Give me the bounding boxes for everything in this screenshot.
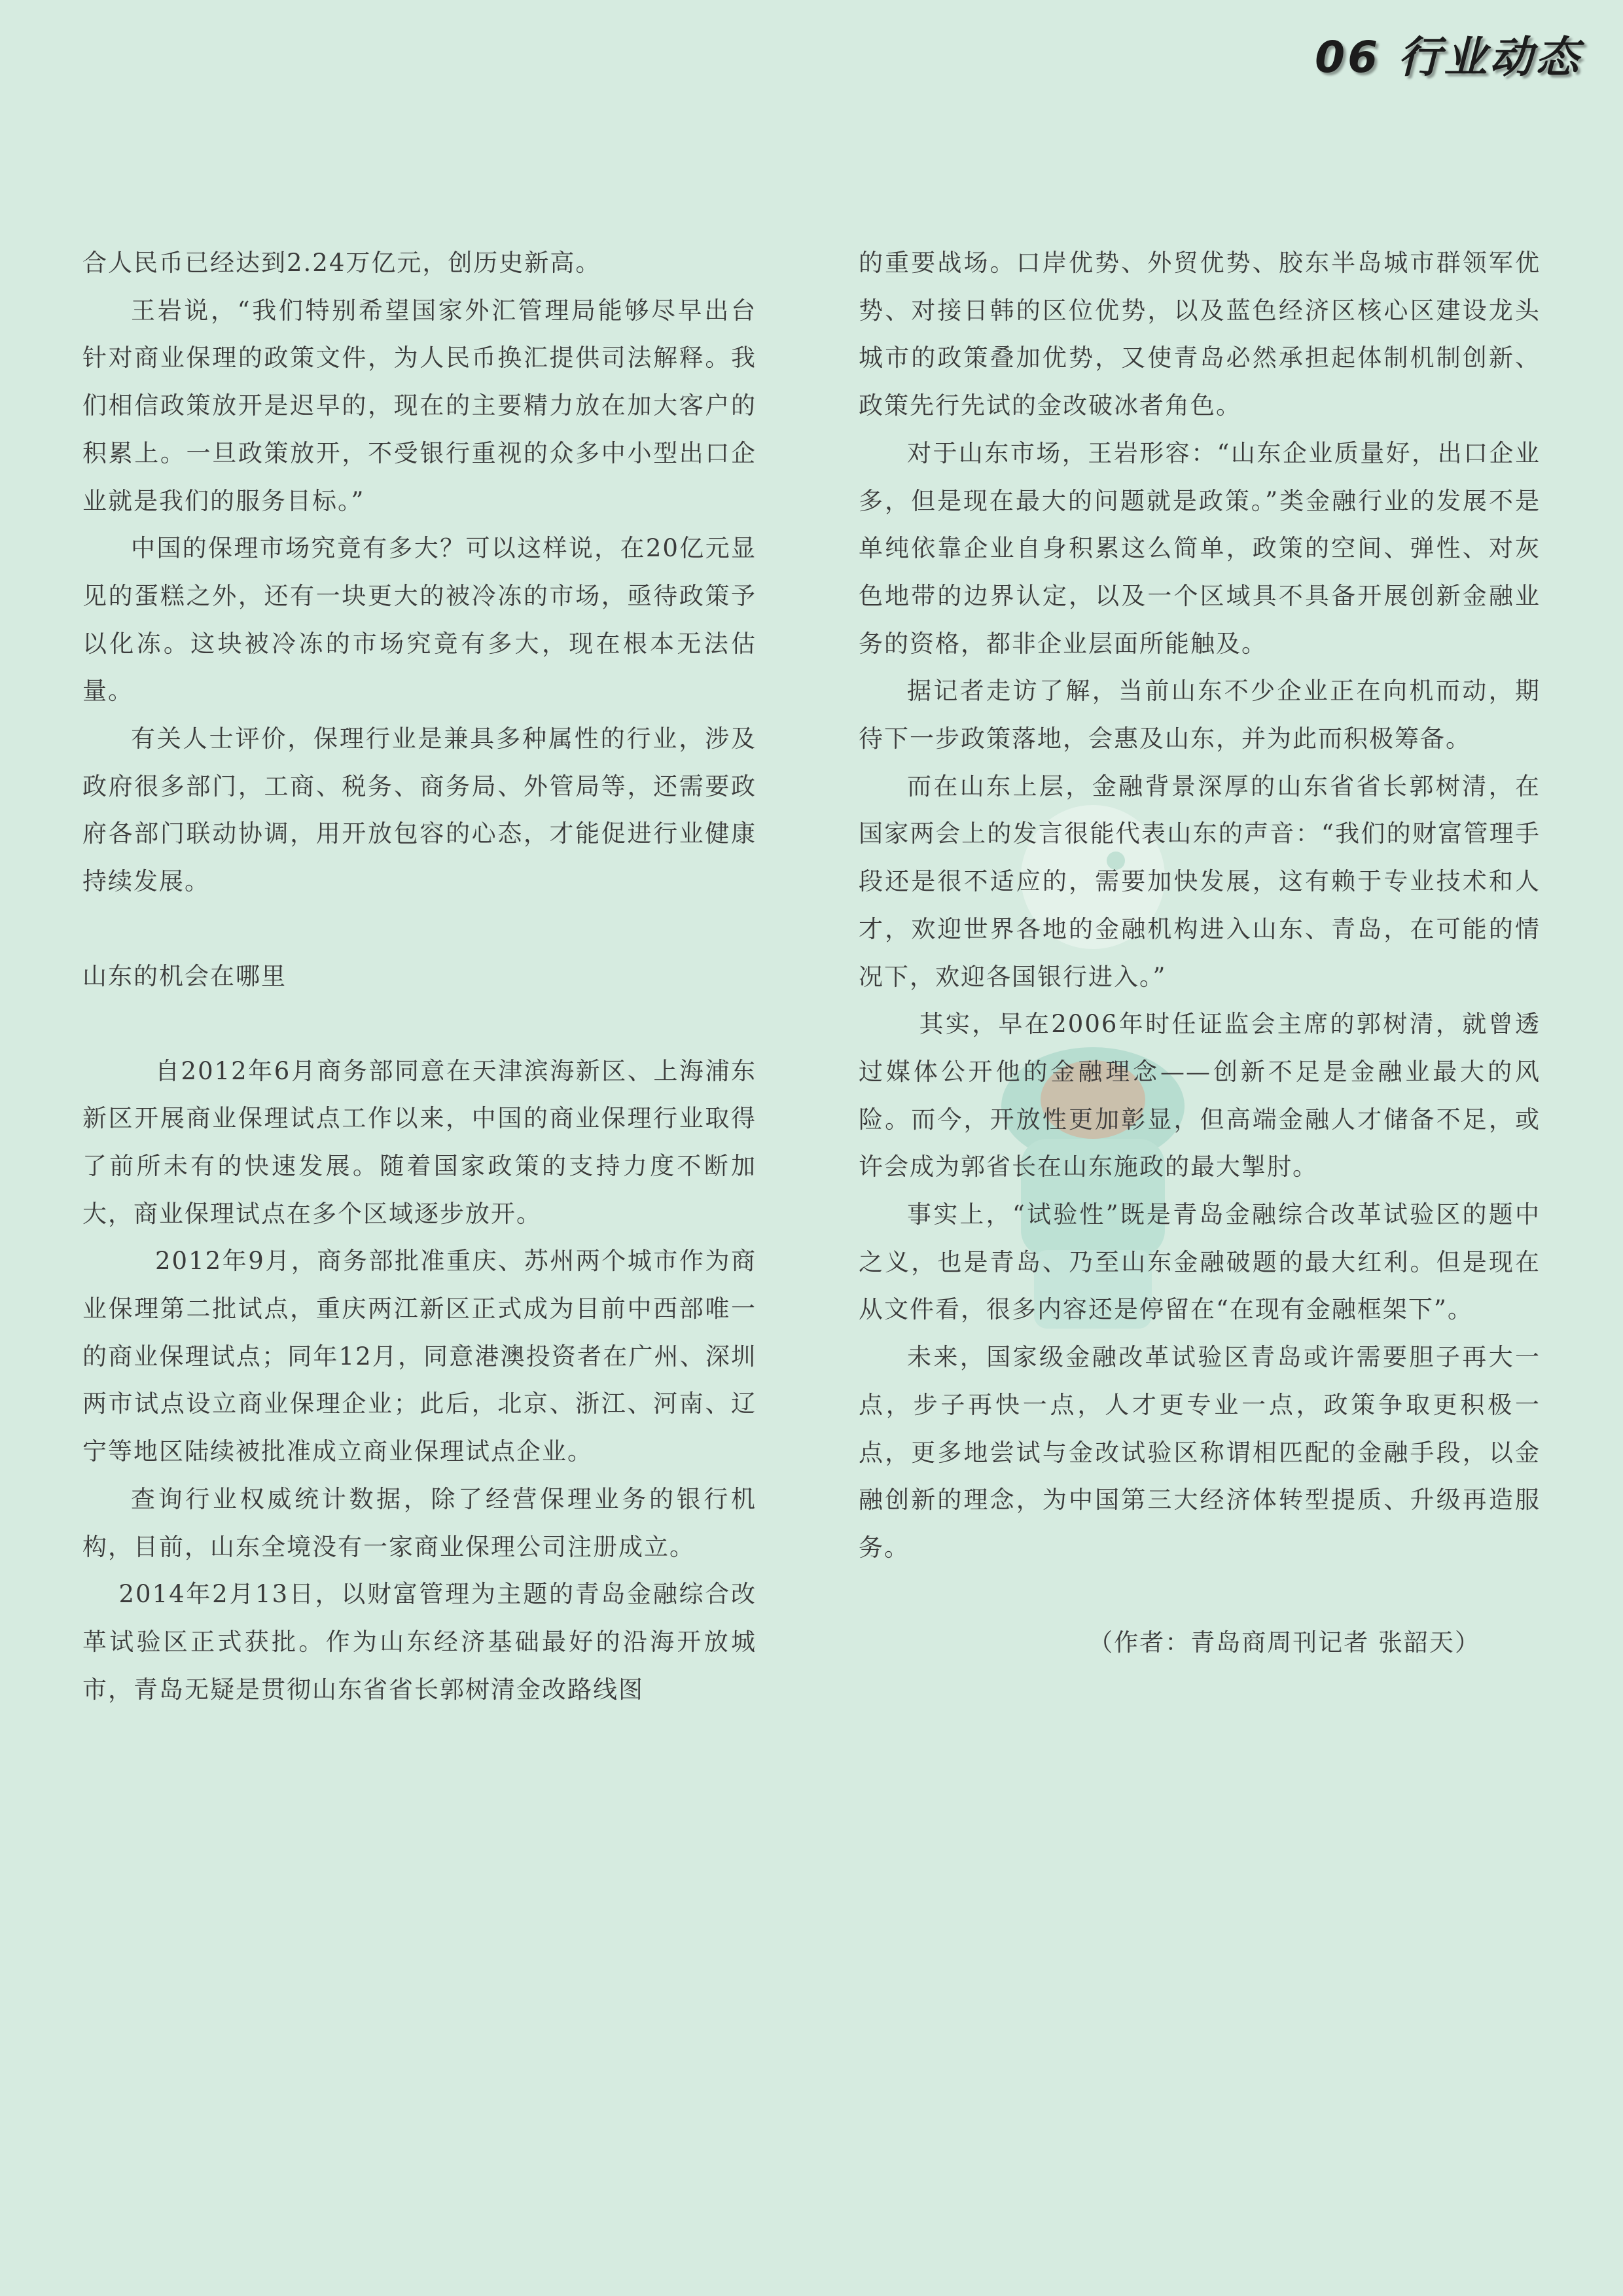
paragraph: 有关人士评价，保理行业是兼具多种属性的行业，涉及政府很多部门，工商、税务、商务局、外管局等，还需要政府各部门联动协调，用开放包容的心态，才能促进行业健康持续发展。 [82,725,757,896]
paragraph: 而在山东上层，金融背景深厚的山东省省长郭树清，在国家两会上的发言很能代表山东的声音：“我们的财富管理手段还是很不适应的，需要加快发展，这有赖于专业技术和人才，欢迎世界各地的金融机构进入山东、青岛，在可能的情况下，欢迎各国银行进入。” [859,772,1541,991]
continuation-text: 合人民币已经达到2.24万亿元，创历史新高。 [82,249,601,277]
paragraph: 事实上，“试验性”既是青岛金融综合改革试验区的题中之义，也是青岛、乃至山东金融破题的最大红利。但是现在从文件看，很多内容还是停留在“在现有金融框架下”。 [859,1200,1541,1324]
paragraph: 自2012年6月商务部同意在天津滨海新区、上海浦东新区开展商业保理试点工作以来，中国的商业保理行业取得了前所未有的快速发展。随着国家政策的支持力度不断加大，商业保理试点在多个区域逐步放开。 [82,1056,757,1228]
paragraph: 查询行业权威统计数据，除了经营保理业务的银行机构，目前，山东全境没有一家商业保理公司注册成立。 [82,1484,757,1561]
paragraph: 对于山东市场，王岩形容：“山东企业质量好，出口企业多，但是现在最大的问题就是政策。”类金融行业的发展不是单纯依靠企业自身积累这么简单，政策的空间、弹性、对灰色地带的边界认定，以及一个区域具不具备开展创新金融业务的资格，都非企业层面所能触及。 [859,439,1541,658]
author-byline: （作者：青岛商周刊记者 张韶天） [1088,1628,1480,1657]
paragraph: 其实，早在2006年时任证监会主席的郭树清，就曾透过媒体公开他的金融理念——创新不足是金融业最大的风险。而今，开放性更加彰显，但高端金融人才储备不足，或许会成为郭省长在山东施政的最大掣肘。 [859,1010,1541,1181]
article-right-column [859,240,1541,1666]
article-left-column [82,240,757,1713]
paragraph: 2014年2月13日，以财富管理为主题的青岛金融综合改革试验区正式获批。作为山东经济基础最好的沿海开放城市，青岛无疑是贯彻山东省省长郭树清金改路线图 [82,1580,757,1704]
continuation-text: 的重要战场。口岸优势、外贸优势、胶东半岛城市群领军优势、对接日韩的区位优势，以及蓝色经济区核心区建设龙头城市的政策叠加优势，又使青岛必然承担起体制机制创新、政策先行先试的金改破冰者角色。 [859,249,1541,420]
paragraph: 未来，国家级金融改革试验区青岛或许需要胆子再大一点，步子再快一点，人才更专业一点，政策争取更积极一点，更多地尝试与金改试验区称谓相匹配的金融手段，以金融创新的理念，为中国第三大经济体转型提质、升级再造服务。 [859,1343,1541,1562]
section-heading: 山东的机会在哪里 [82,961,287,990]
paragraph: 中国的保理市场究竟有多大？可以这样说，在20亿元显见的蛋糕之外，还有一块更大的被冷冻的市场，亟待政策予以化冻。这块被冷冻的市场究竟有多大，现在根本无法估量。 [82,534,757,706]
paragraph: 据记者走访了解，当前山东不少企业正在向机而动，期待下一步政策落地，会惠及山东，并为此而积极筹备。 [859,677,1541,753]
paragraph: 2012年9月，商务部批准重庆、苏州两个城市作为商业保理第二批试点，重庆两江新区正式成为目前中西部唯一的商业保理试点；同年12月，同意港澳投资者在广州、深圳两市试点设立商业保理企业；此后，北京、浙江、河南、辽宁等地区陆续被批准成立商业保理试点企业。 [82,1247,757,1466]
paragraph: 王岩说，“我们特别希望国家外汇管理局能够尽早出台针对商业保理的政策文件，为人民币换汇提供司法解释。我们相信政策放开是迟早的，现在的主要精力放在加大客户的积累上。一旦政策放开，不受银行重视的众多中小型出口企业就是我们的服务目标。” [82,296,757,515]
section-header: 06 行业动态 [1315,32,1581,82]
